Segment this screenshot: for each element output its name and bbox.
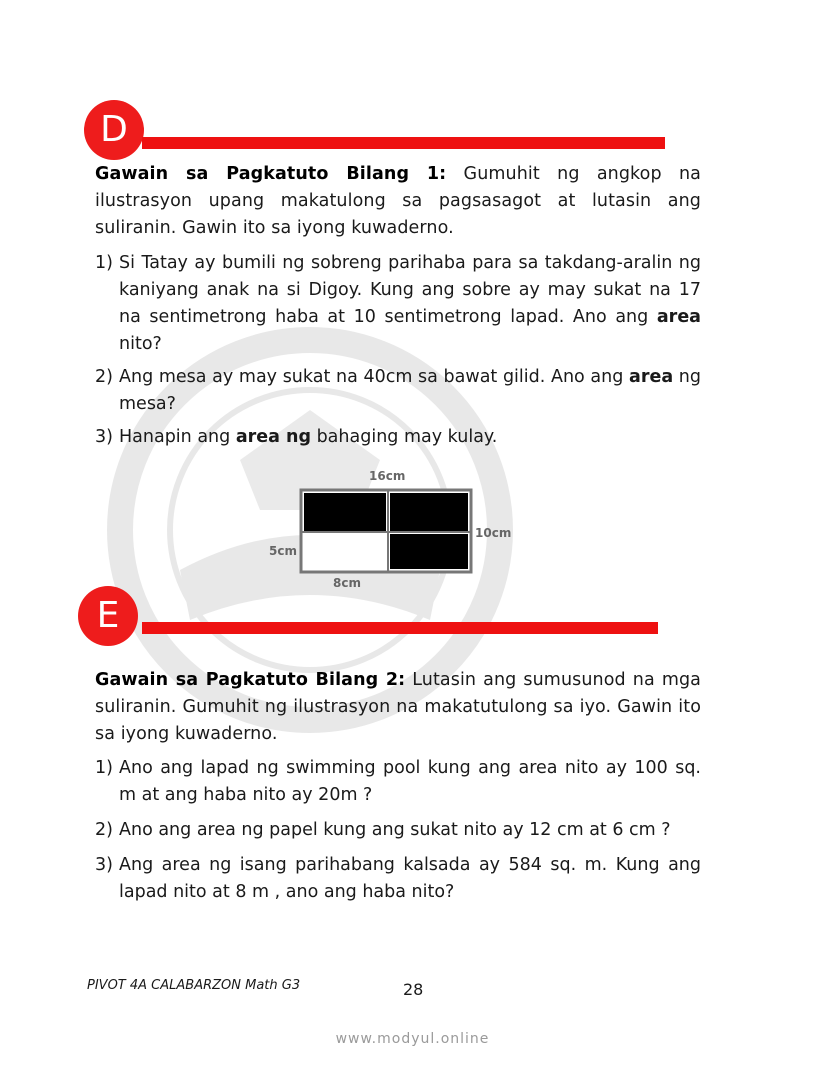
item-number: 2) — [95, 367, 113, 387]
section-e-header — [84, 586, 684, 646]
footer-course-label: PIVOT 4A CALABARZON Math G3 — [87, 978, 301, 993]
page-number: 28 — [403, 980, 424, 999]
shaded-bottom-right — [390, 534, 468, 569]
item-number: 3) — [95, 855, 113, 875]
activity-2-title: Gawain sa Pagkatuto Bilang 2: — [95, 670, 406, 690]
item-text: Ang area ng isang parihabang kalsada ay 584 sq. m. Kung ang lapad nito at 8 m , ano ang haba nito? — [119, 855, 701, 902]
item-text-end: bahaging may kulay. — [311, 427, 498, 447]
item-number: 1) — [95, 758, 113, 778]
item-text-end: ng mesa? — [119, 367, 702, 414]
activity-1-title: Gawain sa Pagkatuto Bilang 1: — [95, 164, 447, 184]
figure-left-label: 5cm — [269, 544, 297, 558]
figure-bottom-label: 8cm — [333, 576, 361, 590]
activity-1-instructions — [95, 161, 701, 242]
item-text: Hanapin ang — [119, 427, 236, 447]
item-text-end: nito? — [119, 334, 162, 354]
list-item — [95, 364, 701, 418]
item-text: Ano ang area ng papel kung ang sukat nito ay 12 cm at 6 cm ? — [119, 820, 671, 840]
item-keyword: area — [629, 367, 674, 387]
section-e-divider — [142, 622, 658, 634]
item-keyword: area ng — [235, 427, 312, 447]
section-e-letter: E — [78, 586, 138, 646]
figure-top-label: 16cm — [369, 469, 406, 483]
item-text: Ano ang lapad ng swimming pool kung ang area nito ay 100 sq. m at ang haba nito ay 20m ? — [119, 758, 701, 805]
shaded-top-left — [304, 493, 386, 531]
list-item — [95, 755, 701, 809]
section-d-divider — [142, 137, 665, 149]
item-number: 2) — [95, 820, 113, 840]
list-item — [95, 424, 701, 451]
activity-1-list — [95, 250, 701, 451]
figure-right-label: 10cm — [475, 526, 512, 540]
list-item — [95, 852, 701, 906]
item-number: 3) — [95, 427, 113, 447]
activity-1-text: Gumuhit ng angkop na ilustrasyon upang makatulong sa pagsasagot at lutasin ang suliranin. Gawin ito sa iyong kuwaderno. — [95, 164, 701, 238]
item-number: 1) — [95, 253, 113, 273]
area-figure — [255, 462, 535, 592]
item-text: Si Tatay ay bumili ng sobreng parihaba para sa takdang-aralin ng kaniyang anak na si Digoy. Kung ang sobre ay may sukat na 17 na sentimetrong haba at 10 sentimetrong lapad. Ano ang — [119, 253, 701, 327]
list-item — [95, 250, 701, 358]
activity-2-list — [95, 755, 701, 906]
section-d-letter: D — [84, 100, 144, 160]
section-d-header — [84, 100, 684, 160]
activity-2-text: Lutasin ang sumusunod na mga suliranin. Gumuhit ng ilustrasyon na makatutulong sa iyo. Gawin ito sa iyong kuwaderno. — [95, 670, 701, 744]
item-text: Ang mesa ay may sukat na 40cm sa bawat gilid. Ano ang — [119, 367, 630, 387]
item-keyword: area — [656, 307, 701, 327]
list-item — [95, 817, 701, 844]
site-watermark: www.modyul.online — [335, 1031, 490, 1047]
activity-2-instructions — [95, 667, 701, 748]
shaded-top-right — [390, 493, 468, 531]
